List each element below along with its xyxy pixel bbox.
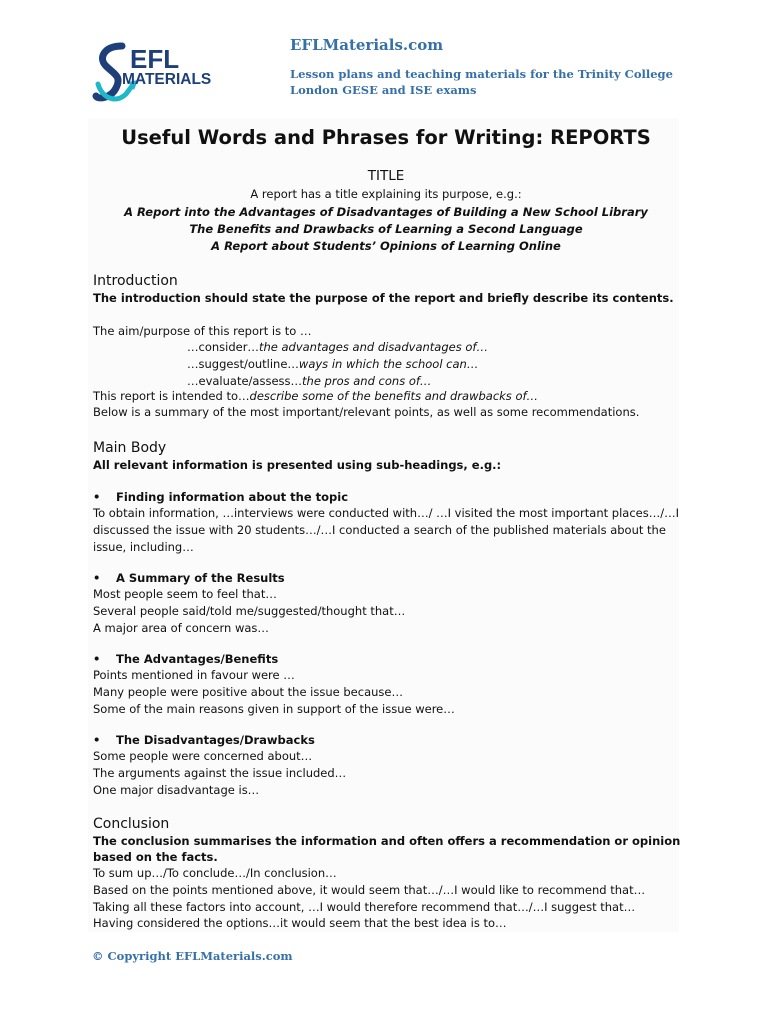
aim-option-italic: the pros and cons of… (302, 374, 432, 388)
body-line: Most people seem to feel that… (93, 587, 277, 601)
conclusion-description: The conclusion summarises the information and often offers a recommendation or opinion (93, 834, 681, 848)
subheading-bullet (93, 651, 278, 668)
subheading-bullet (93, 570, 285, 587)
bullet-icon: • (93, 490, 101, 504)
aim-option-prefix: …suggest/outline… (187, 357, 299, 371)
aim-option-prefix: …consider… (187, 340, 259, 354)
document-body (88, 118, 679, 932)
bullet-icon: • (93, 571, 101, 585)
main-body-heading: Main Body (93, 440, 167, 456)
title-example: A Report into the Advantages of Disadvantages of Building a New School Library (124, 205, 648, 219)
logo-text-bottom: MATERIALS (122, 71, 212, 88)
conclusion-description: based on the facts. (93, 850, 218, 864)
logo-text-top: EFL (130, 44, 180, 74)
subheading-label: The Advantages/Benefits (116, 652, 279, 666)
conclusion-line: Having considered the options…it would seem that the best idea is to… (93, 916, 507, 930)
aim-option (187, 356, 478, 373)
subheading-bullet (93, 732, 315, 749)
introduction-description: The introduction should state the purpose of the report and briefly describe its contents. (93, 291, 674, 305)
site-tagline: Lesson plans and teaching materials for the Trinity College London GESE and ISE exams (290, 67, 673, 97)
title-example: A Report about Students’ Opinions of Learning Online (211, 239, 561, 253)
body-line: Some people were concerned about… (93, 749, 313, 763)
main-body-description: All relevant information is presented using sub-headings, e.g.: (93, 458, 502, 472)
subheading-label: A Summary of the Results (116, 571, 285, 585)
title-section-heading: TITLE (367, 168, 405, 184)
body-line: discussed the issue with 20 students…/…I conducted a search of the published materials about the (93, 523, 666, 537)
title-example: The Benefits and Drawbacks of Learning a Second Language (189, 222, 583, 236)
bullet-icon: • (93, 652, 101, 666)
body-line: issue, including… (93, 540, 194, 554)
intended-italic: describe some of the benefits and drawbacks of… (249, 389, 539, 403)
body-line: Points mentioned in favour were … (93, 668, 295, 682)
aim-option (187, 339, 488, 356)
aim-option-prefix: …evaluate/assess… (187, 374, 303, 388)
copyright-footer: © Copyright EFLMaterials.com (92, 949, 293, 963)
site-title[interactable]: EFLMaterials.com (290, 36, 444, 54)
aim-option-italic: ways in which the school can… (298, 357, 479, 371)
body-line: Several people said/told me/suggested/thought that… (93, 604, 406, 618)
aim-option-italic: the advantages and disadvantages of… (258, 340, 488, 354)
body-line: One major disadvantage is… (93, 783, 260, 797)
aim-line: The aim/purpose of this report is to … (93, 324, 312, 338)
subheading-label: Finding information about the topic (116, 490, 349, 504)
body-line: A major area of concern was… (93, 621, 269, 635)
title-section-intro: A report has a title explaining its purpose, e.g.: (250, 187, 522, 201)
summary-line: Below is a summary of the most important/relevant points, as well as some recommendations. (93, 405, 640, 419)
conclusion-line: Taking all these factors into account, …I would therefore recommend that…/…I suggest that… (93, 900, 636, 914)
conclusion-line: To sum up…/To conclude…/In conclusion… (93, 866, 337, 880)
subheading-bullet (93, 489, 348, 506)
efl-materials-logo (92, 40, 222, 106)
conclusion-line: Based on the points mentioned above, it would seem that…/…I would like to recommend that… (93, 883, 646, 897)
bullet-icon: • (93, 733, 101, 747)
body-line: To obtain information, …interviews were conducted with…/ …I visited the most important places…/…I (93, 506, 679, 520)
intended-line (93, 388, 538, 405)
introduction-heading: Introduction (93, 273, 178, 289)
body-line: The arguments against the issue included… (93, 766, 347, 780)
body-line: Many people were positive about the issue because… (93, 685, 403, 699)
body-line: Some of the main reasons given in support of the issue were… (93, 702, 455, 716)
document-title: Useful Words and Phrases for Writing: REPORTS (121, 126, 651, 149)
subheading-label: The Disadvantages/Drawbacks (116, 733, 315, 747)
conclusion-heading: Conclusion (93, 816, 170, 832)
intended-prefix: This report is intended to… (93, 389, 250, 403)
